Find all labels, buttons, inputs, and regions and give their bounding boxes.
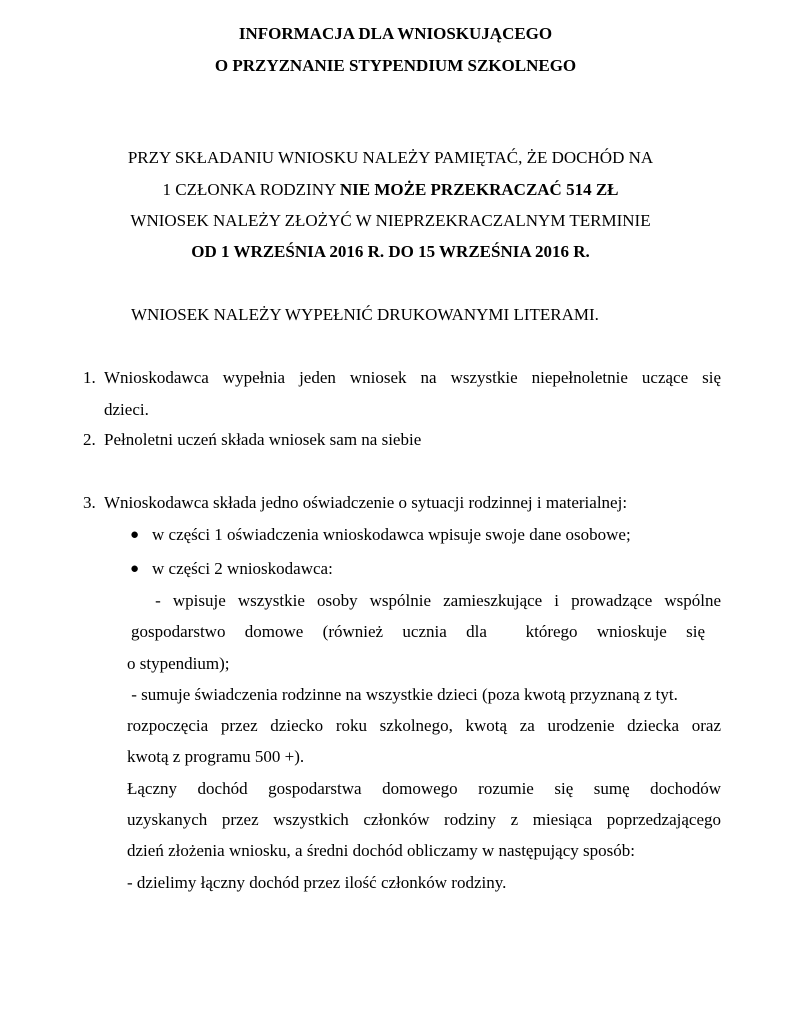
income-limit: NIE MOŻE PRZEKRACZAĆ 514 ZŁ (339, 180, 619, 199)
detail-line-7: Łączny dochód gospodarstwa domowego rozumie się sumę dochodów (127, 779, 721, 798)
detail-line-1: - wpisuje wszystkie osoby wspólnie zamieszkujące i prowadzące wspólne (131, 591, 721, 610)
detail-line-5: rozpoczęcia przez dziecko roku szkolnego, kwotą za urodzenie dziecka oraz (127, 716, 721, 735)
block-letters-note: WNIOSEK NALEŻY WYPEŁNIĆ DRUKOWANYMI LITERAMI. (131, 305, 599, 324)
title-line-1: INFORMACJA DLA WNIOSKUJĄCEGO (238, 24, 553, 43)
detail-line-6: kwotą z programu 500 +). (127, 747, 305, 766)
notice-line-3: WNIOSEK NALEŻY ZŁOŻYĆ W NIEPRZEKRACZALNYM TERMINIE (130, 211, 651, 230)
item-2-line-1: Pełnoletni uczeń składa wniosek sam na siebie (104, 430, 422, 449)
bullet-item-2: w części 2 wnioskodawca: (152, 559, 333, 578)
bullet-icon: ● (130, 561, 140, 577)
deadline: OD 1 WRZEŚNIA 2016 R. DO 15 WRZEŚNIA 2016 R. (191, 242, 590, 261)
detail-line-2: gospodarstwo domowe (również ucznia dla którego wnioskuje się (131, 622, 705, 641)
bullet-item-1: w części 1 oświadczenia wnioskodawca wpisuje swoje dane osobowe; (152, 525, 631, 544)
detail-line-8: uzyskanych przez wszystkich członków rodziny z miesiąca poprzedzającego (127, 810, 721, 829)
item-1-line-2: dzieci. (104, 400, 149, 419)
detail-line-3: o stypendium); (127, 654, 230, 673)
bullet-icon: ● (130, 527, 140, 543)
notice-line-2-text: 1 CZŁONKA RODZINY (162, 180, 340, 199)
detail-line-10: - dzielimy łączny dochód przez ilość członków rodziny. (127, 873, 507, 892)
detail-line-4: - sumuje świadczenia rodzinne na wszystkie dzieci (poza kwotą przyznaną z tyt. (127, 685, 678, 704)
item-number-3: 3. (83, 493, 96, 512)
title-line-2: O PRZYZNANIE STYPENDIUM SZKOLNEGO (214, 56, 577, 75)
item-number-1: 1. (83, 368, 96, 387)
item-number-2: 2. (83, 430, 96, 449)
detail-line-9: dzień złożenia wniosku, a średni dochód obliczamy w następujący sposób: (127, 841, 635, 860)
notice-line-1: PRZY SKŁADANIU WNIOSKU NALEŻY PAMIĘTAĆ, ŻE DOCHÓD NA (127, 148, 654, 167)
item-3-line-1: Wnioskodawca składa jedno oświadczenie o sytuacji rodzinnej i materialnej: (104, 493, 628, 512)
item-1-line-1: Wnioskodawca wypełnia jeden wniosek na wszystkie niepełnoletnie uczące się (104, 368, 721, 387)
notice-line-2 (0, 180, 781, 200)
